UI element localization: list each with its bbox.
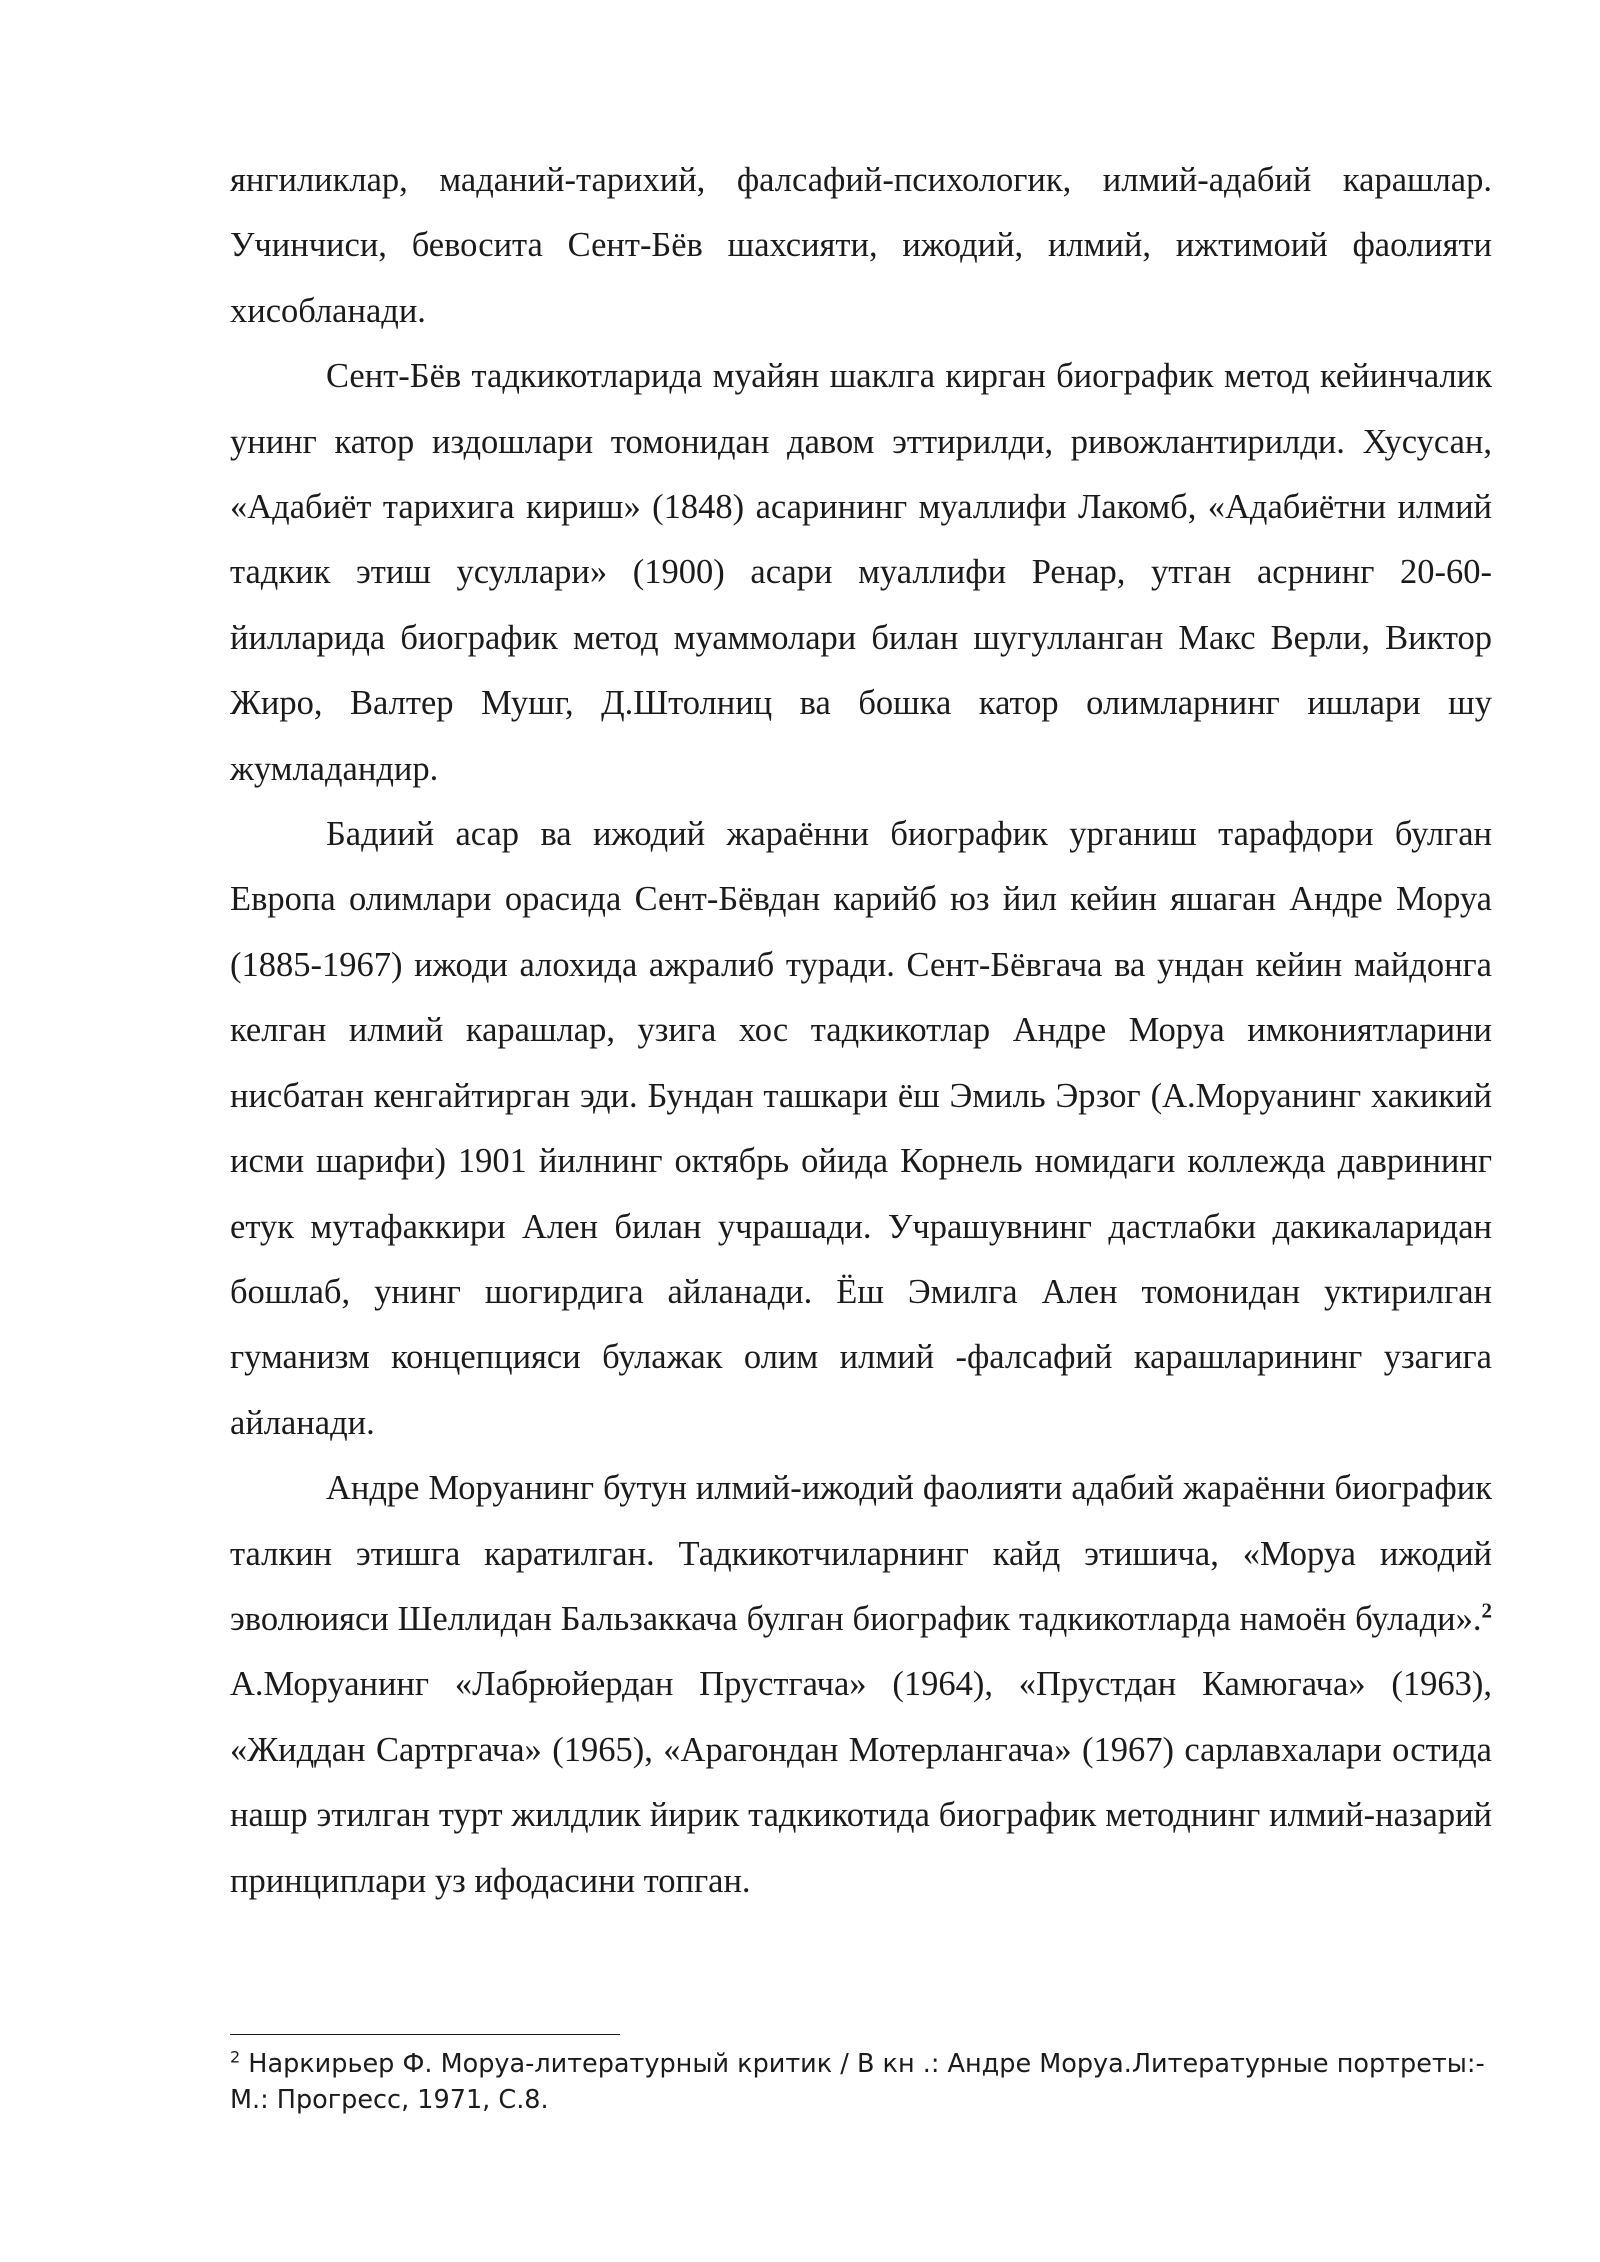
footnote-reference[interactable]: 2	[1481, 1598, 1492, 1623]
paragraph-3	[230, 802, 1492, 1456]
paragraph-1	[230, 148, 1492, 344]
paragraph-1-text: янгиликлар, маданий-тарихий, фалсафий-психологик, илмий-адабий карашлар. Учинчиси, бевосита Сент-Бёв шахсияти, ижодий, илмий, ижтимоий фаолияти хисобланади.	[230, 161, 1492, 330]
paragraph-4	[230, 1456, 1492, 1914]
paragraph-3-text: Бадиий асар ва ижодий жараённи биографик урганиш тарафдори булган Европа олимлари орасида Сент-Бёвдан карийб юз йил кейин яшаган Андре Моруа (1885-1967) ижоди алохида ажралиб туради. Сент-Бёвгача ва ундан кейин майдонга келган илмий карашлар, узига хос тадкикотлар Андре Моруа имкониятларини нисбатан кенгайтирган эди. Бундан ташкари ёш Эмиль Эрзог (А.Моруанинг хакикий исми шарифи) 1901 йилнинг октябрь ойида Корнель номидаги коллежда даврининг етук мутафаккири Ален билан учрашади. Учрашувнинг дастлабки дакикаларидан бошлаб, унинг шогирдига айланади. Ёш Эмилга Ален томонидан уктирилган гуманизм концепцияси булажак олим илмий -фалсафий карашларининг узагига айланади.	[230, 815, 1492, 1442]
paragraph-2-text: Сент-Бёв тадкикотларида муайян шаклга кирган биографик метод кейинчалик унинг катор издошлари томонидан давом эттирилди, ривожлантирилди. Хусусан, «Адабиёт тарихига кириш» (1848) асарининг муаллифи Лакомб, «Адабиётни илмий тадкик этиш усуллари» (1900) асари муаллифи Ренар, утган асрнинг 20-60-йилларида биографик метод муаммолари билан шугулланган Макс Верли, Виктор Жиро, Валтер Мушг, Д.Штолниц ва бошка катор олимларнинг ишлари шу жумладандир.	[230, 357, 1492, 788]
paragraph-4-text-before: Андре Моруанинг бутун илмий-ижодий фаолияти адабий жараённи биографик талкин этишга каратилган. Тадкикотчиларнинг кайд этишича, «Моруа ижодий эволюияси Шеллидан Бальзаккача булган биографик тадкикотларда намоён булади».	[230, 1469, 1492, 1638]
paragraph-2	[230, 344, 1492, 802]
footnote-separator	[230, 2034, 620, 2035]
paragraph-4-text-after: А.Моруанинг «Лабрюйердан Прустгача» (1964), «Прустдан Камюгача» (1963), «Жиддан Сартргача» (1965), «Арагондан Мотерлангача» (1967) сарлавхалари остида нашр этилган турт жилдлик йирик тадкикотида биографик методнинг илмий-назарий принциплари уз ифодасини топган.	[230, 1665, 1492, 1900]
footnote-text: Наркирьер Ф. Моруа-литературный критик / В кн .: Андре Моруа.Литературные портреты:- М.: Прогресс, 1971, С.8.	[230, 2049, 1485, 2115]
footnote-number: 2	[230, 2047, 241, 2067]
footnote	[230, 2046, 1492, 2118]
body-text	[230, 148, 1492, 1914]
